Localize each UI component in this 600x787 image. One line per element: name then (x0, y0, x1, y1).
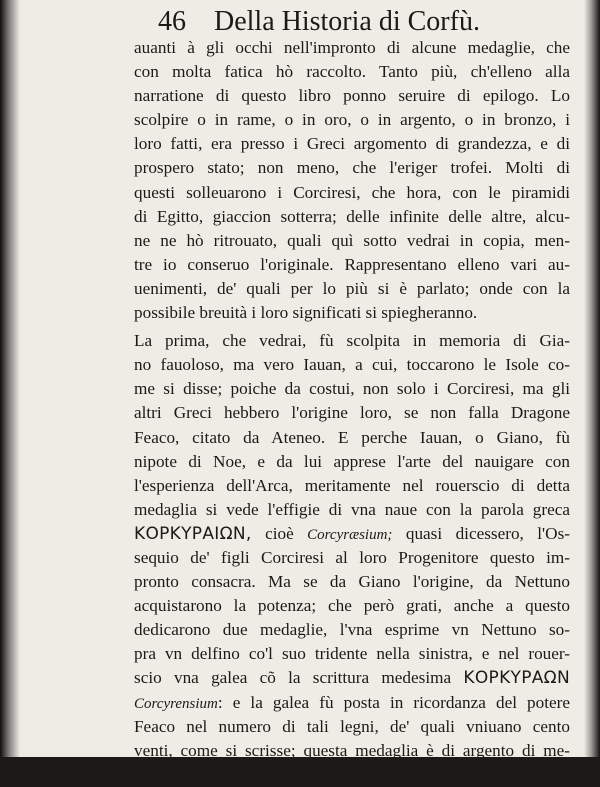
text-line: me si disse; poiche da costui, non solo i Corciresi, ma gli (134, 379, 570, 399)
text-line: tre io conseruo l'originale. Rappresentano elleno vari au- (134, 254, 570, 274)
text-line: Feaco, citato da Ateneo. E perche Iauan, o Giano, fù (134, 427, 570, 447)
text-line: nipote di Noe, e da lui apprese l'arte del nauigare con (134, 451, 570, 471)
text-line: scolpire o in rame, o in oro, o in argento, o in bronzo, i (134, 110, 570, 130)
text-line: medaglia si vede l'effigie di vna naue con la parola greca (134, 499, 570, 519)
catchword: diocre (527, 764, 570, 784)
text-line: questi solleuarono i Corciresi, che hora, con le piramidi (134, 182, 570, 202)
text-line: narratione di questo libro ponno seruire di epilogo. Lo (134, 86, 570, 106)
text-line: pra vn delfino co'l suo tridente nella sinistra, e nel rouer- (134, 644, 570, 664)
greek-word: ΚΟΡΚΥΡΑΙΩΝ, (134, 523, 252, 544)
text-line: auanti à gli occhi nell'impronto di alcune medaglie, che (134, 38, 570, 57)
text-line: venti, come si scrisse; questa medaglia è di argento di me- (134, 740, 570, 760)
text-line: uenimenti, de' quali per lo più si è parlato; onde con la (134, 278, 570, 298)
text-line: di Egitto, giaccion sotterra; delle infinite delle altre, alcu- (134, 206, 570, 226)
italic-word: Corcyræsium; (307, 526, 393, 543)
text-line: Feaco nel numero di tali legni, de' quali vniuano cento (134, 716, 570, 736)
text-span: : e la galea fù posta in ricordanza del potere (217, 692, 570, 712)
text-line: loro fatti, era presso i Greci argomento di grandezza, e di (134, 134, 570, 154)
page-number: 46 (158, 6, 186, 37)
text-line: sequio de' figli Corciresi al loro Progenitore questo im- (134, 547, 570, 567)
text-line-greek (134, 522, 570, 546)
page-header (158, 6, 558, 38)
text-line: acquistarono la potenza; che però grati, anche a questo (134, 596, 570, 616)
text-line: con molta fatica hò raccolto. Tanto più, ch'elleno alla (134, 62, 570, 82)
running-title: Della Historia di Corfù. (214, 6, 480, 37)
text-line-paragraph-start: La prima, che vedrai, fù scolpita in memoria di Gia- (134, 331, 570, 351)
page-edge-shadow (584, 0, 600, 757)
text-line-paragraph-end: possibile breuità i loro significati si spiegheranno. (134, 303, 478, 323)
greek-word: ΚΟΡΚΥΡΑΩΝ (463, 668, 570, 689)
text-line: l'esperienza dell'Arca, meritamente nel rouerscio di detta (134, 475, 570, 495)
text-line: prospero stato; non meno, che l'eriger trofei. Molti di (134, 158, 570, 178)
italic-word: Corcyrensium (134, 695, 218, 712)
text-span: scio vna galea cõ la scrittura medesima (134, 668, 464, 688)
text-span: quasi dicessero, l'Os- (392, 523, 570, 543)
text-line: ne ne hò ritrouato, quali quì sotto vedrai in copia, men- (134, 230, 570, 250)
page-gutter-shadow (0, 0, 20, 757)
text-line-greek (134, 666, 570, 690)
text-line: dedicarono due medaglie, l'vna esprime vn Nettuno so- (134, 620, 570, 640)
text-line: no fauoloso, ma vero Iauan, a cui, toccarono le Isole co- (134, 355, 570, 375)
text-line: pronto consacra. Ma se da Giano l'origine, da Nettuno (134, 572, 570, 592)
text-line: altri Greci hebbero l'origine loro, se non falla Dragone (134, 403, 570, 423)
body-text (134, 36, 570, 787)
text-span: cioè (251, 523, 308, 543)
text-line-italic (134, 691, 570, 715)
